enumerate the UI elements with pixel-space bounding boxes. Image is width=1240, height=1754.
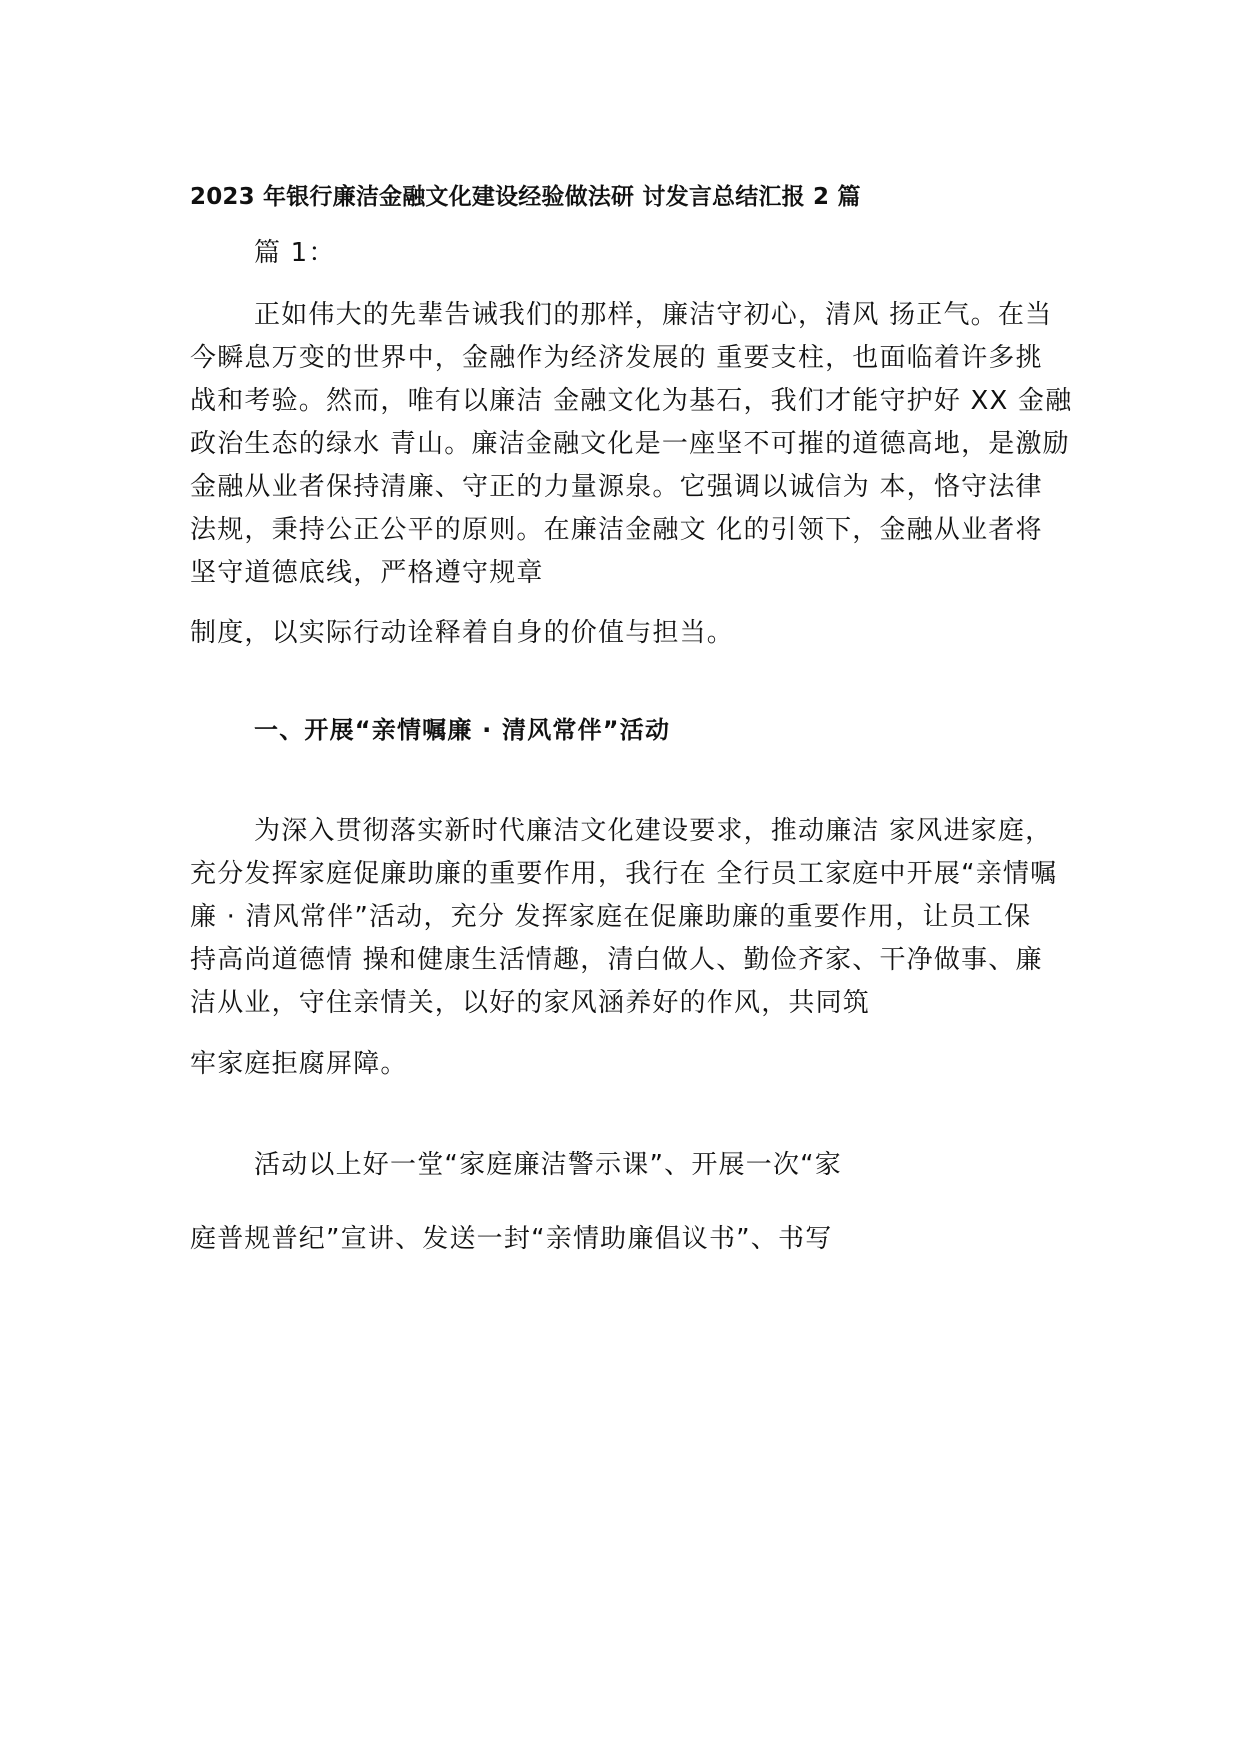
paragraph-line: 廉 · 清风常伴”活动，充分 发挥家庭在促廉助廉的重要作用，让员工保	[190, 902, 1032, 932]
document-title: 2023 年银行廉洁金融文化建设经验做法研 讨发言总结汇报 2 篇	[190, 184, 861, 210]
paragraph-line: 制度，以实际行动诠释着自身的价值与担当。	[190, 618, 735, 648]
paragraph-line: 金融从业者保持清廉、守正的力量源泉。它强调以诚信为 本，恪守法律	[190, 472, 1043, 502]
paragraph-line: 正如伟大的先辈告诫我们的那样，廉洁守初心，清风 扬正气。在当	[254, 300, 1053, 330]
paragraph-line: 充分发挥家庭促廉助廉的重要作用，我行在 全行员工家庭中开展“亲情嘱	[190, 859, 1058, 889]
paragraph-line: 今瞬息万变的世界中，金融作为经济发展的 重要支柱，也面临着许多挑	[190, 343, 1043, 373]
paragraph-line: 为深入贯彻落实新时代廉洁文化建设要求，推动廉洁 家风进家庭，	[254, 816, 1053, 846]
paragraph-line: 政治生态的绿水 青山。廉洁金融文化是一座坚不可摧的道德高地，是激励	[190, 429, 1070, 459]
section-heading: 一、开展“亲情嘱廉 · 清风常伴”活动	[254, 716, 671, 744]
paragraph-line: 庭普规普纪”宣讲、发送一封“亲情助廉倡议书”、书写	[190, 1224, 833, 1254]
paragraph-line: 法规，秉持公正公平的原则。在廉洁金融文 化的引领下，金融从业者将	[190, 515, 1043, 545]
paragraph-line: 持高尚道德情 操和健康生活情趣，清白做人、勤俭齐家、干净做事、廉	[190, 945, 1043, 975]
paragraph-line: 洁从业，守住亲情关，以好的家风涵养好的作风，共同筑	[190, 988, 871, 1018]
paragraph-line: 战和考验。然而，唯有以廉洁 金融文化为基石，我们才能守护好 XX 金融	[190, 386, 1073, 416]
paragraph-line: 活动以上好一堂“家庭廉洁警示课”、开展一次“家	[254, 1150, 843, 1180]
part-label: 篇 1：	[254, 238, 336, 268]
paragraph-line: 坚守道德底线，严格遵守规章	[190, 558, 544, 588]
paragraph-line: 牢家庭拒腐屏障。	[190, 1049, 408, 1079]
